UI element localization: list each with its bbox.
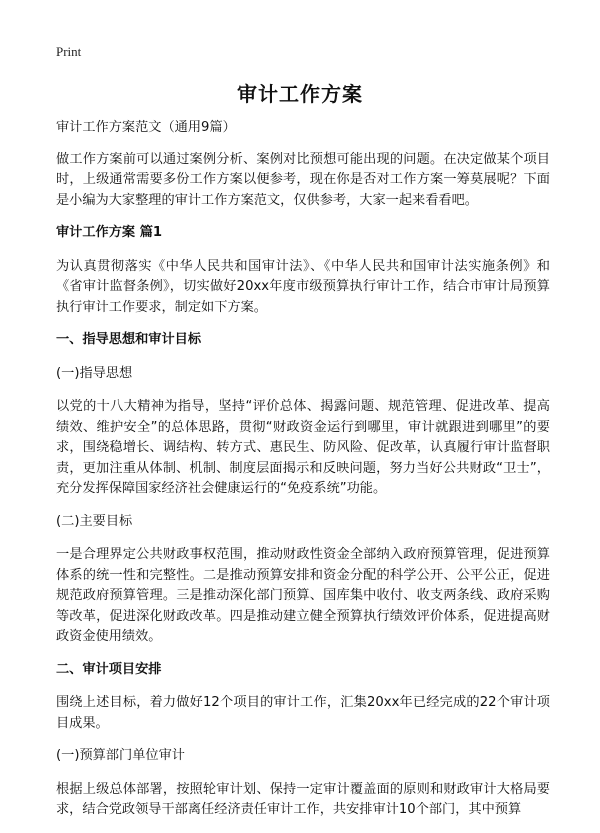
document-subtitle: 审计工作方案范文（通用9篇） xyxy=(56,120,236,135)
section-2-paragraph: 围绕上述目标，着力做好12个项目的审计工作，汇集20xx年已经完成的22个审计项目成果。 xyxy=(56,695,550,731)
print-link[interactable]: Print xyxy=(56,44,82,59)
intro-paragraph: 做工作方案前可以通过案例分析、案例对比预想可能出现的问题。在决定做某个项目时，上级通常需要多份工作方案以便参考，现在你是否对工作方案一筹莫展呢？下面是小编为大家整理的审计工作方案范文，仅供参考，大家一起来看看吧。 xyxy=(56,151,550,208)
section-1-subtitle-1: (一)指导思想 xyxy=(56,365,133,381)
article-intro-paragraph: 为认真贯彻落实《中华人民共和国审计法》、《中华人民共和国审计法实施条例》和《省审计监督条例》，切实做好20xx年度市级预算执行审计工作，结合市审计局预算执行审计工作要求，制定如下方案。 xyxy=(56,258,550,315)
section-1-paragraph-1: 以党的十八大精神为指导，坚持“评价总体、揭露问题、规范管理、促进改革、提高绩效、维护安全”的总体思路，贯彻“财政资金运行到哪里，审计就跟进到哪里”的要求，围绕稳增长、调结构、转方式、惠民生、防风险、促改革，认真履行审计监督职责，更加注重从体制、机制、制度层面揭示和反映问题，努力当好公共财政“卫士”，充分发挥保障国家经济社会健康运行的“免疫系统”功能。 xyxy=(56,399,550,496)
section-1-paragraph-2: 一是合理界定公共财政事权范围，推动财政性资金全部纳入政府预算管理，促进预算体系的统一性和完整性。二是推动预算安排和资金分配的科学公开、公平公正，促进规范政府预算管理。三是推动深化部门预算、国库集中收付、收支两条线、政府采购等改革，促进深化财政改革。四是推动建立健全预算执行绩效评价体系，促进提高财政资金使用绩效。 xyxy=(56,547,550,644)
document-title: 审计工作方案 xyxy=(237,82,363,106)
article-heading: 审计工作方案 篇1 xyxy=(56,225,163,240)
section-2-subtitle-1: (一)预算部门单位审计 xyxy=(56,748,185,763)
section-2-paragraph-1: 根据上级总体部署，按照轮审计划、保持一定审计覆盖面的原则和财政审计大格局要求，结合党政领导干部离任经济责任审计工作，共安排审计10个部门，其中预算 xyxy=(56,781,550,817)
document-body xyxy=(56,118,550,833)
section-1-title: 一、指导思想和审计目标 xyxy=(56,332,202,347)
section-2-title: 二、审计项目安排 xyxy=(56,661,162,677)
section-1-subtitle-2: (二)主要目标 xyxy=(56,513,133,529)
